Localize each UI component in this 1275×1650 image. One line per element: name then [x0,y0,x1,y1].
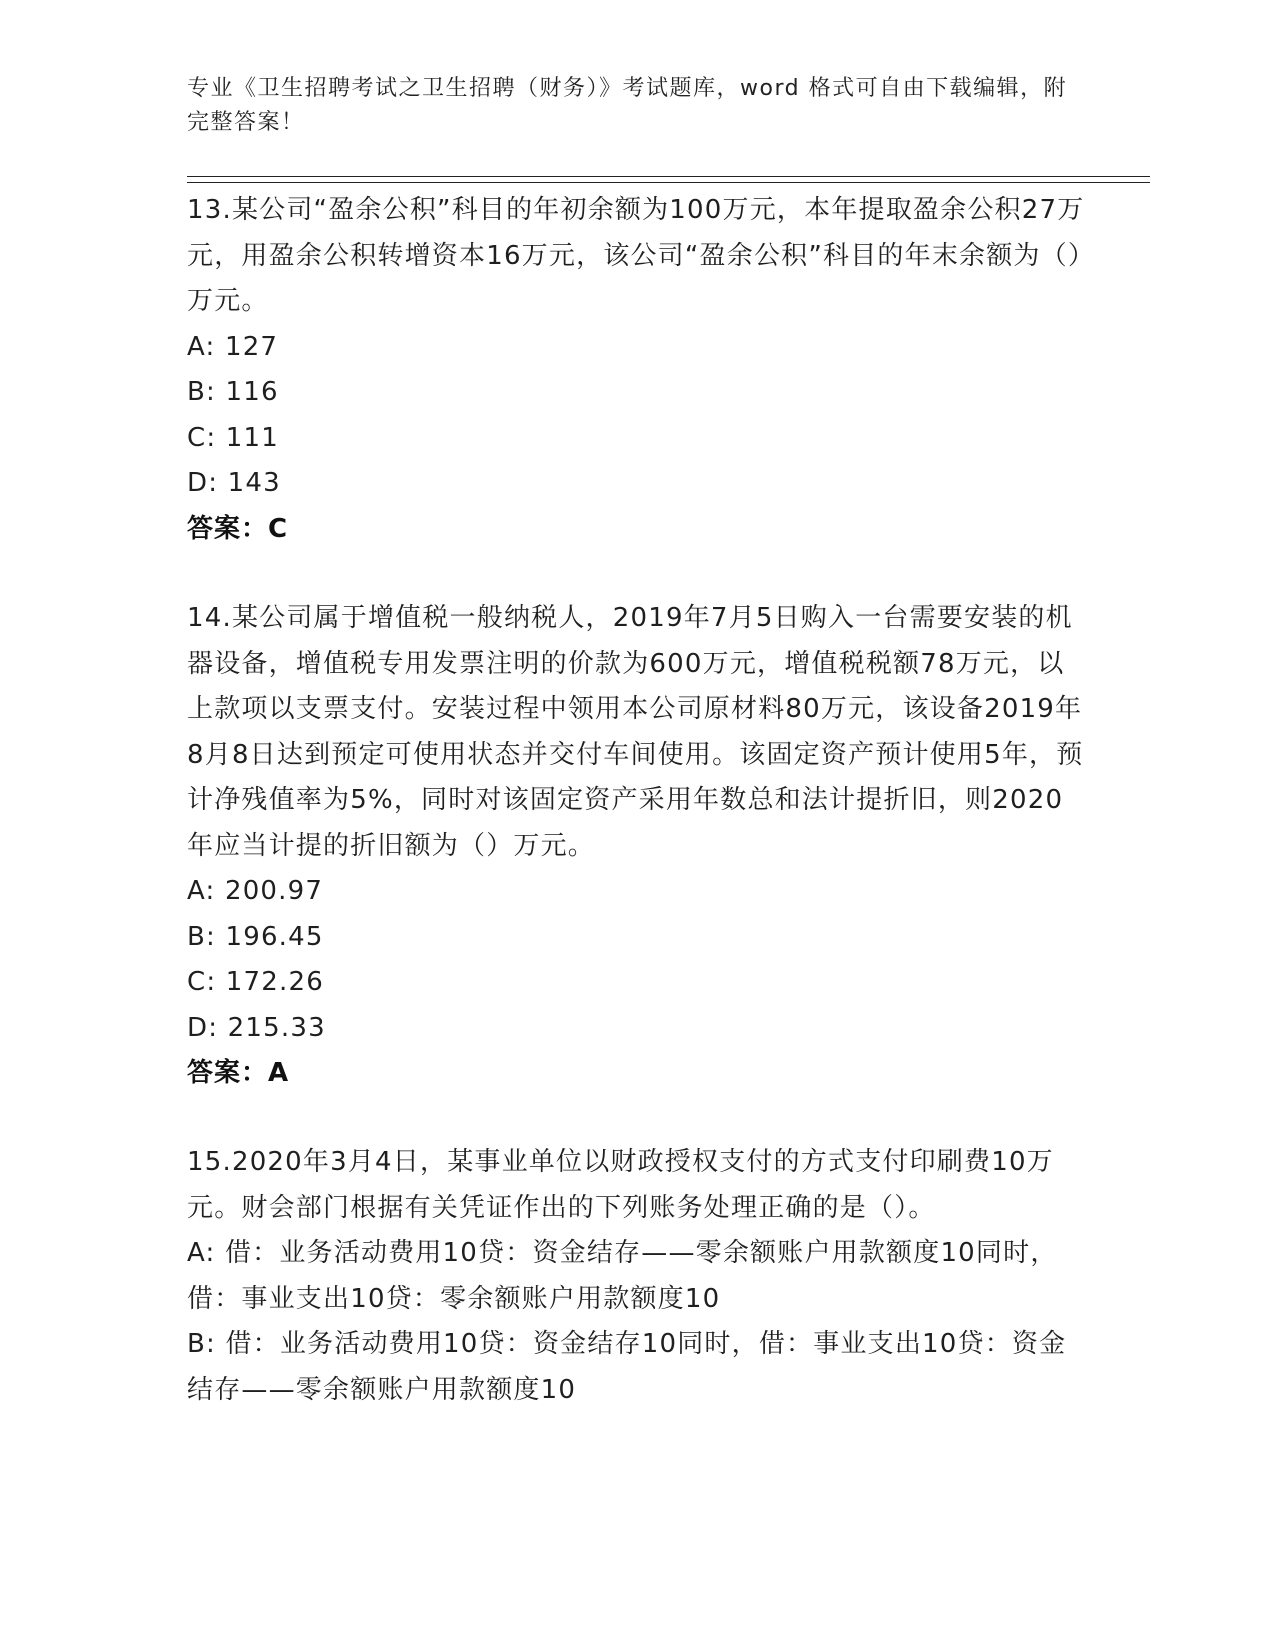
question-13 [187,188,1087,552]
option-b: B: 196.45 [187,921,324,952]
answer-label: 答案：A [187,1058,290,1088]
option-a: A: 200.97 [187,876,324,906]
option-a: A: 借：业务活动费用10贷：资金结存——零余额账户用款额度10同时，借：事业支出10贷：零余额账户用款额度10 [187,1238,1058,1314]
option-c: C: 172.26 [187,967,324,997]
question-14 [187,596,1087,1097]
option-d: D: 143 [187,468,281,498]
question-15 [187,1140,1087,1413]
answer-label: 答案：C [187,513,289,544]
header-divider-bottom [187,182,1150,183]
header-divider-top [187,176,1150,177]
option-c: C: 111 [187,422,280,453]
question-stem: 14.某公司属于增值税一般纳税人，2019年7月5日购入一台需要安装的机器设备，增值税专用发票注明的价款为600万元，增值税税额78万元，以上款项以支票支付。安装过程中领用本公司原材料80万元，该设备2019年8月8日达到预定可使用状态并交付车间使用。该固定资产预计使用5年，预计净残值率为5%，同时对该固定资产采用年数总和法计提折旧，则2020年应当计提的折旧额为（）万元。 [187,603,1084,861]
option-b: B: 借：业务活动费用10贷：资金结存10同时，借：事业支出10贷：资金结存——零余额账户用款额度10 [187,1329,1067,1405]
option-b: B: 116 [187,377,279,407]
document-header: 专业《卫生招聘考试之卫生招聘（财务）》考试题库，word 格式可自由下载编辑，附完整答案！ [187,76,1068,135]
question-stem: 15.2020年3月4日，某事业单位以财政授权支付的方式支付印刷费10万元。财会部门根据有关凭证作出的下列账务处理正确的是（）。 [187,1147,1054,1223]
option-a: A: 127 [187,331,279,362]
option-d: D: 215.33 [187,1012,326,1043]
question-stem: 13.某公司“盈余公积”科目的年初余额为100万元，本年提取盈余公积27万元，用盈余公积转增资本16万元，该公司“盈余公积”科目的年末余额为（）万元。 [187,195,1085,316]
